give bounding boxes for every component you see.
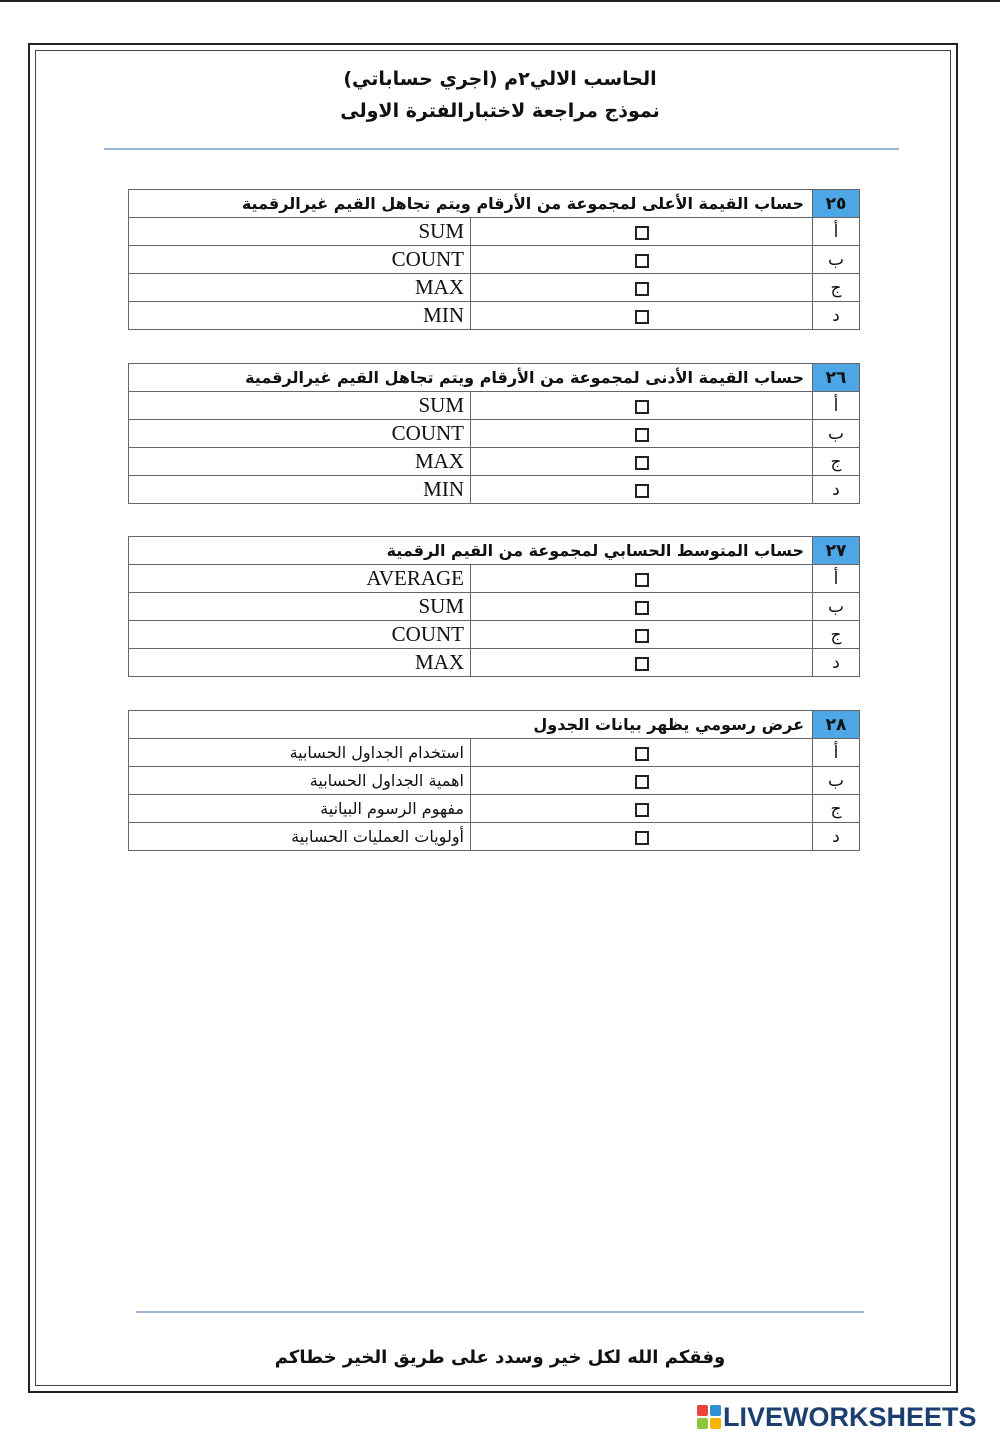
option-checkbox-cell [471, 565, 813, 593]
option-row [129, 218, 860, 246]
option-checkbox-cell [471, 823, 813, 851]
option-label: استخدام الجداول الحسابية [129, 739, 471, 767]
question-28-table [128, 710, 860, 851]
option-checkbox-cell [471, 274, 813, 302]
question-text: حساب المتوسط الحسابي لمجموعة من القيم الرقمية [129, 537, 813, 565]
checkbox-icon[interactable] [635, 831, 649, 845]
option-letter: ج [813, 795, 860, 823]
option-letter: ب [813, 767, 860, 795]
option-row [129, 795, 860, 823]
option-label: MAX [129, 274, 471, 302]
checkbox-icon[interactable] [635, 601, 649, 615]
question-26-table [128, 363, 860, 504]
checkbox-icon[interactable] [635, 254, 649, 268]
option-row [129, 302, 860, 330]
checkbox-icon[interactable] [635, 657, 649, 671]
question-header-row [129, 190, 860, 218]
option-row [129, 476, 860, 504]
option-letter: د [813, 649, 860, 677]
question-number: ٢٥ [813, 190, 860, 218]
checkbox-icon[interactable] [635, 629, 649, 643]
checkbox-icon[interactable] [635, 456, 649, 470]
option-letter: ب [813, 420, 860, 448]
option-row [129, 448, 860, 476]
option-row [129, 739, 860, 767]
option-checkbox-cell [471, 392, 813, 420]
page-subtitle: نموذج مراجعة لاختبارالفترة الاولى [340, 100, 660, 122]
footer-divider [136, 1311, 864, 1313]
option-label: COUNT [129, 420, 471, 448]
page-title: الحاسب الالي٢م (اجري حساباتي) [343, 68, 657, 90]
option-label: SUM [129, 593, 471, 621]
checkbox-icon[interactable] [635, 400, 649, 414]
checkbox-icon[interactable] [635, 484, 649, 498]
option-label: MIN [129, 302, 471, 330]
option-checkbox-cell [471, 767, 813, 795]
question-header-row [129, 711, 860, 739]
top-edge-line [0, 0, 1000, 2]
option-checkbox-cell [471, 649, 813, 677]
footer-message: وفقكم الله لكل خير وسدد على طريق الخير خطاكم [274, 1347, 726, 1368]
option-row [129, 565, 860, 593]
question-header-row [129, 364, 860, 392]
option-label: اهمية الجداول الحسابية [129, 767, 471, 795]
question-25-table [128, 189, 860, 330]
option-letter: ب [813, 593, 860, 621]
option-checkbox-cell [471, 739, 813, 767]
option-letter: ب [813, 246, 860, 274]
checkbox-icon[interactable] [635, 803, 649, 817]
option-label: SUM [129, 218, 471, 246]
option-letter: أ [813, 218, 860, 246]
option-checkbox-cell [471, 448, 813, 476]
question-number: ٢٦ [813, 364, 860, 392]
option-checkbox-cell [471, 420, 813, 448]
checkbox-icon[interactable] [635, 775, 649, 789]
logo-square [697, 1405, 708, 1416]
option-row [129, 246, 860, 274]
question-number: ٢٨ [813, 711, 860, 739]
question-27-table [128, 536, 860, 677]
option-letter: ج [813, 621, 860, 649]
option-letter: أ [813, 565, 860, 593]
option-letter: د [813, 302, 860, 330]
option-label: MAX [129, 649, 471, 677]
option-row [129, 392, 860, 420]
option-letter: ج [813, 274, 860, 302]
option-label: أولويات العمليات الحسابية [129, 823, 471, 851]
brand-name: LIVEWORKSHEETS [723, 1401, 977, 1432]
option-checkbox-cell [471, 621, 813, 649]
option-checkbox-cell [471, 246, 813, 274]
question-number: ٢٧ [813, 537, 860, 565]
option-row [129, 593, 860, 621]
option-letter: د [813, 823, 860, 851]
checkbox-icon[interactable] [635, 747, 649, 761]
option-row [129, 621, 860, 649]
checkbox-icon[interactable] [635, 428, 649, 442]
option-checkbox-cell [471, 795, 813, 823]
option-label: MAX [129, 448, 471, 476]
logo-square [710, 1418, 721, 1429]
option-label: SUM [129, 392, 471, 420]
checkbox-icon[interactable] [635, 573, 649, 587]
option-label: COUNT [129, 246, 471, 274]
option-label: AVERAGE [129, 565, 471, 593]
option-label: مفهوم الرسوم البيانية [129, 795, 471, 823]
option-checkbox-cell [471, 593, 813, 621]
liveworksheets-brand[interactable] [697, 1403, 977, 1431]
liveworksheets-logo-icon [697, 1405, 721, 1429]
option-checkbox-cell [471, 218, 813, 246]
option-row [129, 649, 860, 677]
option-row [129, 420, 860, 448]
option-checkbox-cell [471, 302, 813, 330]
question-text: حساب القيمة الأدنى لمجموعة من الأرقام ويتم تجاهل القيم غيرالرقمية [129, 364, 813, 392]
question-header-row [129, 537, 860, 565]
question-text: عرض رسومي يظهر بيانات الجدول [129, 711, 813, 739]
logo-square [710, 1405, 721, 1416]
option-row [129, 274, 860, 302]
checkbox-icon[interactable] [635, 282, 649, 296]
option-row [129, 767, 860, 795]
question-text: حساب القيمة الأعلى لمجموعة من الأرقام ويتم تجاهل القيم غيرالرقمية [129, 190, 813, 218]
header-divider [104, 148, 899, 150]
checkbox-icon[interactable] [635, 310, 649, 324]
option-row [129, 823, 860, 851]
option-letter: أ [813, 392, 860, 420]
option-label: COUNT [129, 621, 471, 649]
checkbox-icon[interactable] [635, 226, 649, 240]
option-letter: د [813, 476, 860, 504]
option-letter: ج [813, 448, 860, 476]
option-letter: أ [813, 739, 860, 767]
option-label: MIN [129, 476, 471, 504]
option-checkbox-cell [471, 476, 813, 504]
logo-square [697, 1418, 708, 1429]
